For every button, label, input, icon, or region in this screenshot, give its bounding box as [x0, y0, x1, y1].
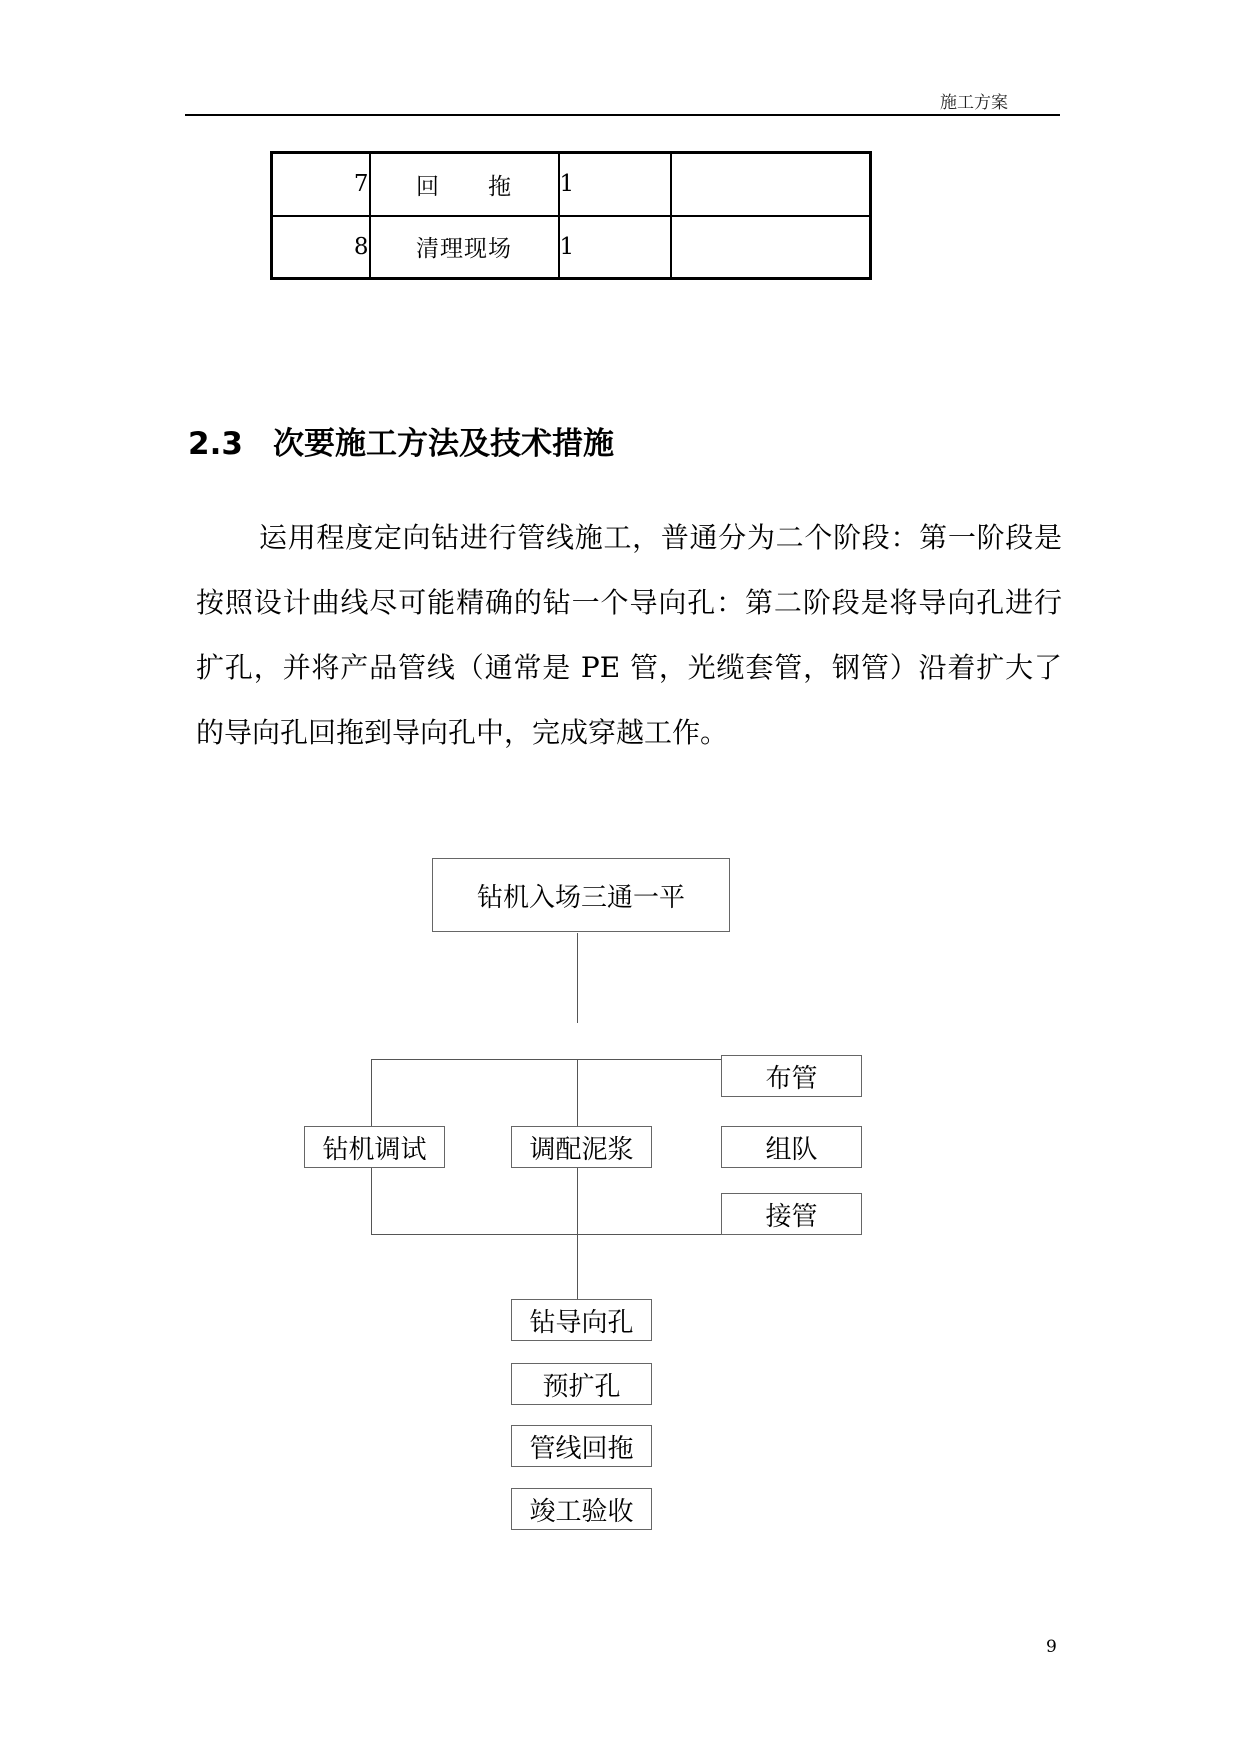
section-number: 2.3 — [188, 426, 243, 462]
step-name: 回 拖 — [370, 153, 559, 216]
section-paragraph: 运用程度定向钻进行管线施工，普通分为二个阶段：第一阶段是按照设计曲线尽可能精确的钻一个导向孔：第二阶段是将导向孔进行扩孔，并将产品管线（通常是 PE 管，光缆套管，钢管）沿着扩大了的导向孔回拖到导向孔中，完成穿越工作。 — [196, 521, 1062, 749]
connector-bottom-bar — [371, 1234, 726, 1235]
connector-top-bar — [371, 1059, 726, 1060]
flow-node-acceptance: 竣工验收 — [511, 1488, 652, 1530]
flow-node-rig-debug: 钻机调试 — [304, 1126, 445, 1168]
step-number: 7 — [272, 153, 370, 216]
page-number: 9 — [1046, 1637, 1057, 1657]
flow-node-mud-mix: 调配泥浆 — [511, 1126, 652, 1168]
step-number: 8 — [272, 216, 370, 279]
flow-node-lay-pipe: 布管 — [721, 1055, 862, 1097]
section-title: 次要施工方法及技术措施 — [273, 426, 614, 462]
flow-node-team: 组队 — [721, 1126, 862, 1168]
flow-node-pilot-hole: 钻导向孔 — [511, 1299, 652, 1341]
flow-node-start: 钻机入场三通一平 — [432, 858, 730, 932]
flow-node-pre-ream: 预扩孔 — [511, 1363, 652, 1405]
flow-node-join-pipe: 接管 — [721, 1193, 862, 1235]
flow-node-pullback: 管线回拖 — [511, 1425, 652, 1467]
step-quantity: 1 — [559, 153, 671, 216]
step-quantity: 1 — [559, 216, 671, 279]
connector-center-vertical — [577, 1059, 578, 1302]
connector-start-down — [577, 933, 578, 1023]
header-title: 施工方案 — [940, 93, 1008, 113]
step-name: 清理现场 — [370, 216, 559, 279]
